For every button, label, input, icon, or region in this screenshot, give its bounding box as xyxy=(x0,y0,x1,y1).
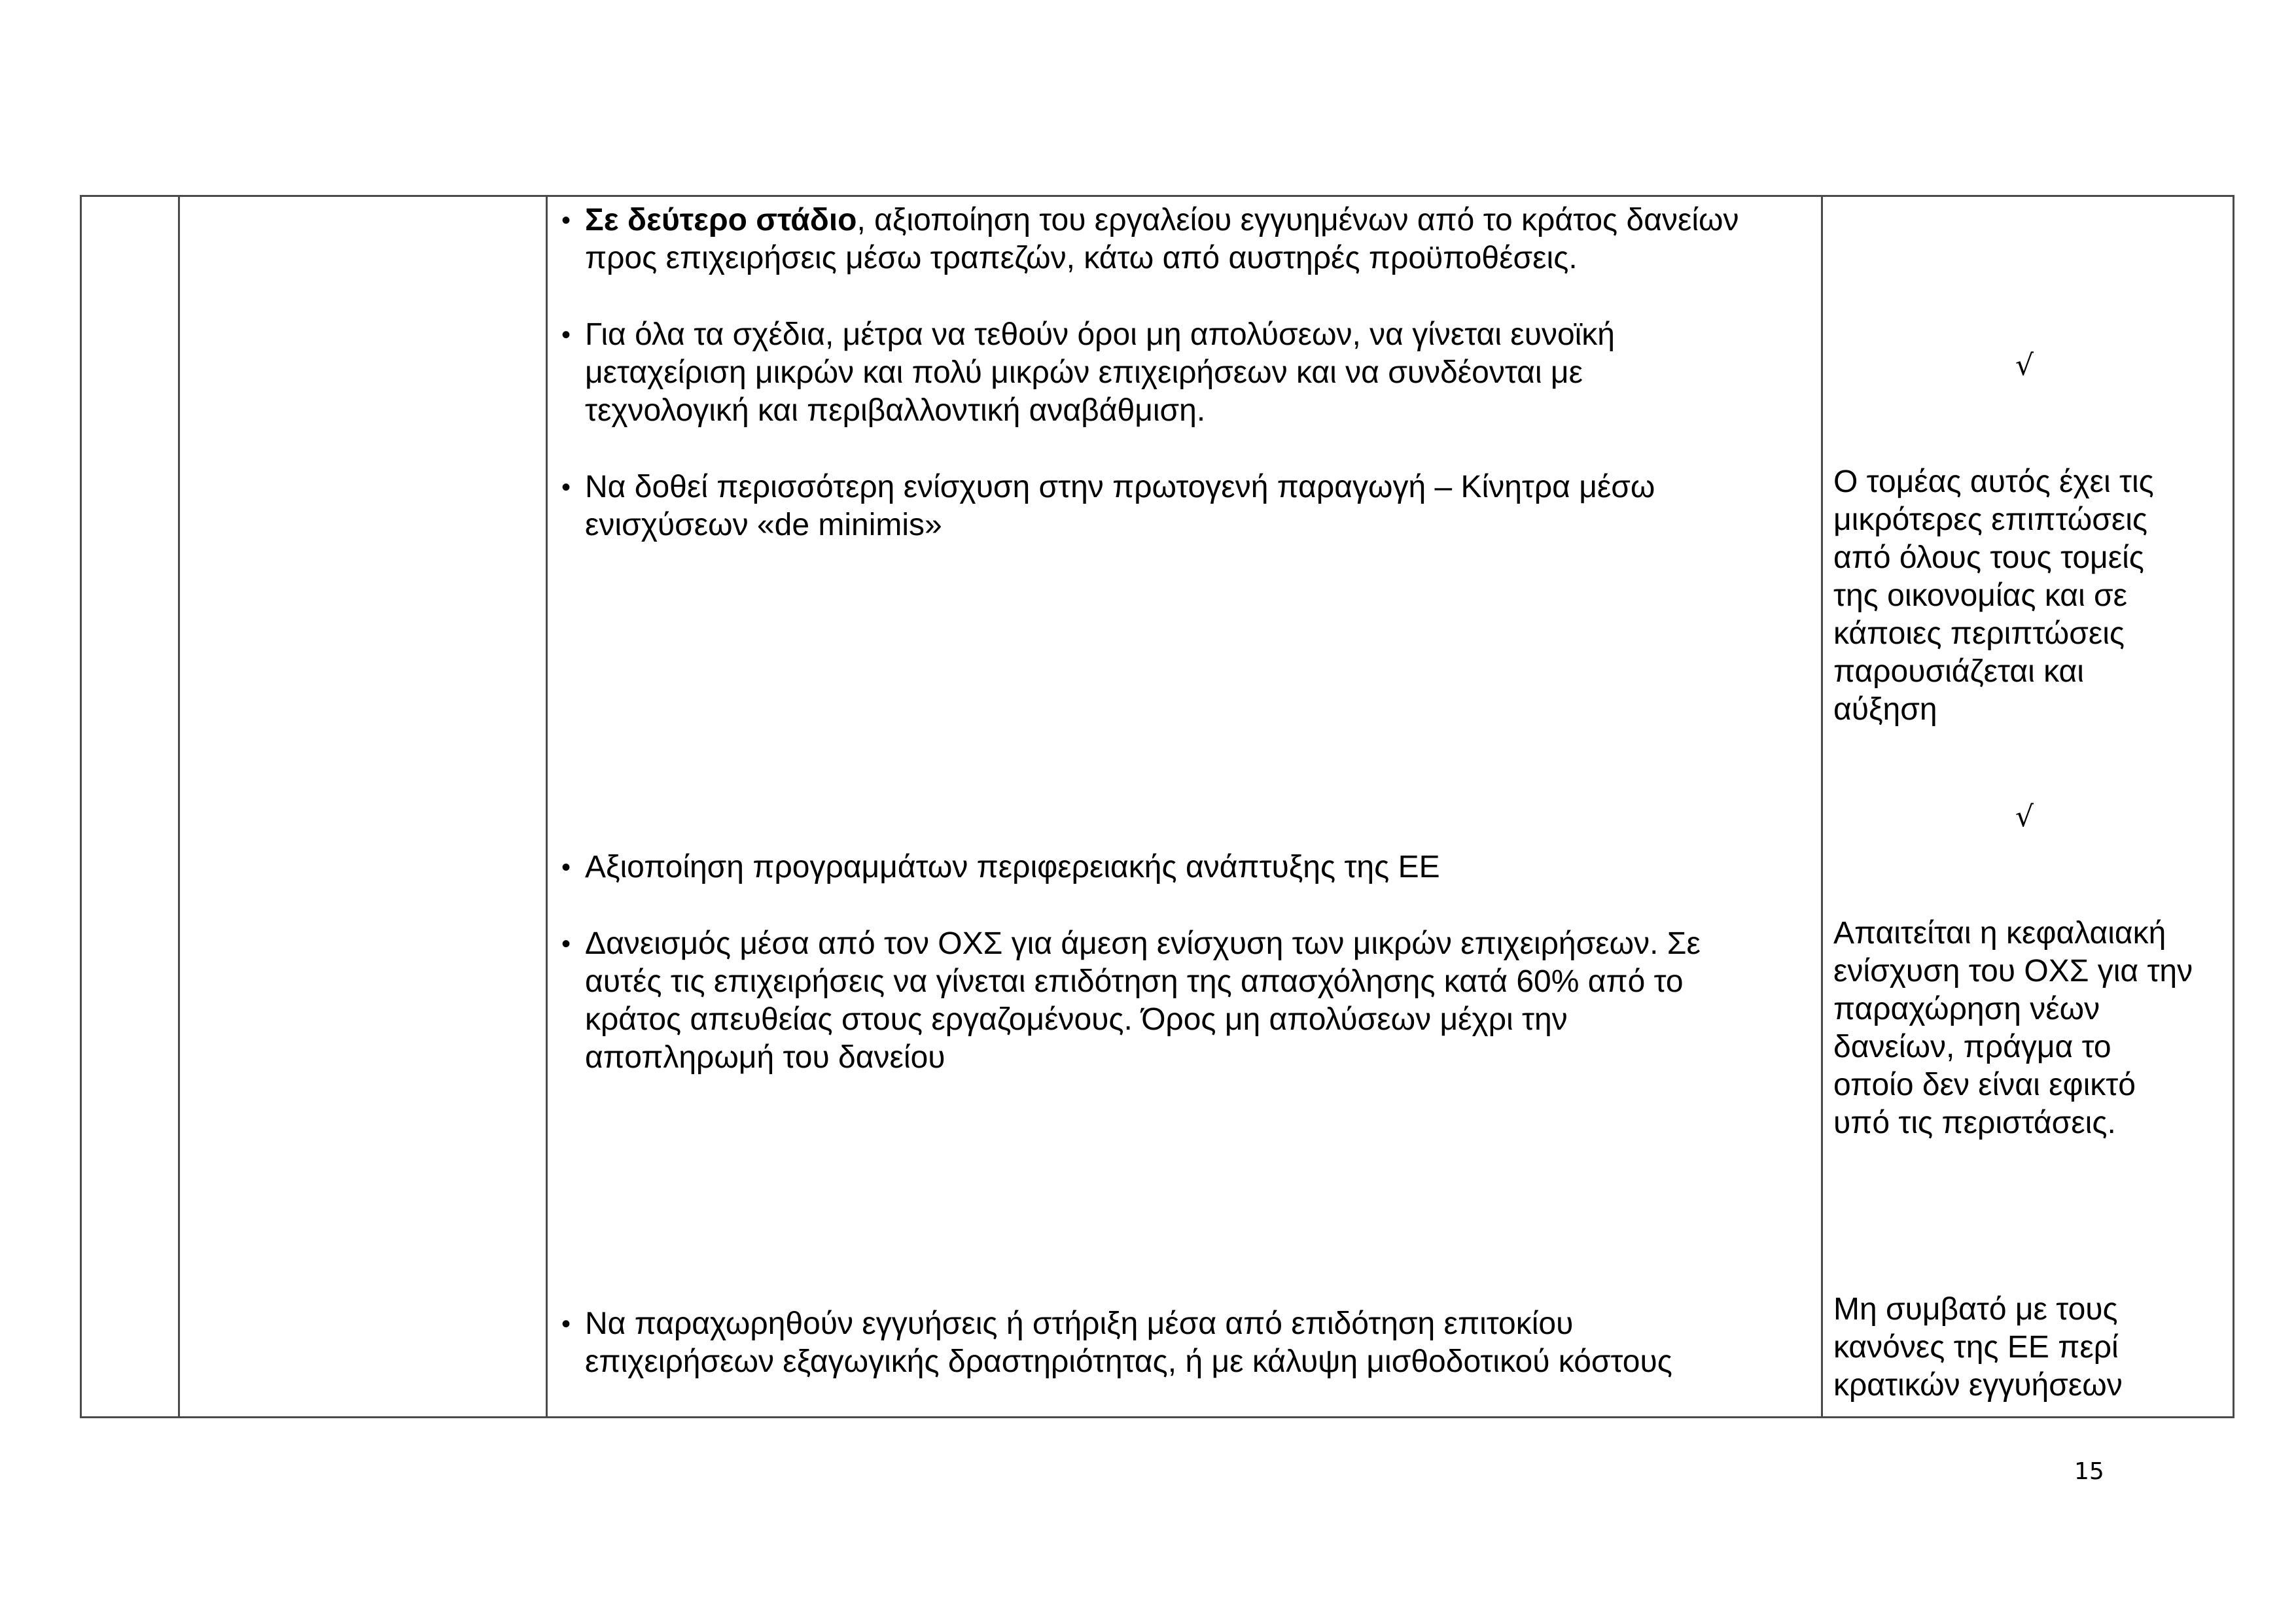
note-line: Μη συμβατό με τους xyxy=(1833,1292,2118,1327)
note-line: μικρότερες επιπτώσεις xyxy=(1833,502,2148,537)
bullet-line: , αξιοποίηση του εργαλείου εγγυημένων από το κράτος δανείων xyxy=(857,203,1739,237)
bullet-text xyxy=(585,468,1655,544)
bullet-line: αυτές τις επιχειρήσεις να γίνεται επιδότηση της απασχόλησης κατά 60% από το xyxy=(585,964,1684,999)
bullet-line: κράτος απευθείας στους εργαζομένους. Όρος μη απολύσεων μέχρι την xyxy=(585,1002,1568,1037)
note-line: κρατικών εγγυήσεων xyxy=(1833,1368,2123,1403)
note-line: από όλους τους τομείς xyxy=(1833,540,2144,575)
bullet-text xyxy=(585,201,1739,277)
column-divider-1 xyxy=(178,197,180,1416)
bullet-line: Να δοθεί περισσότερη ενίσχυση στην πρωτογενή παραγωγή – Κίνητρα μέσω xyxy=(585,470,1655,504)
bullet-text xyxy=(585,316,1615,430)
note-line: κανόνες της ΕΕ περί xyxy=(1833,1330,2119,1365)
note-line: κάποιες περιπτώσεις xyxy=(1833,616,2125,651)
bullet-line: Δανεισμός μέσα από τον ΟΧΣ για άμεση ενίσχυση των μικρών επιχειρήσεων. Σε xyxy=(585,926,1701,961)
note-1 xyxy=(1833,463,2154,729)
bullet-lead-bold: Σε δεύτερο στάδιο xyxy=(585,203,857,237)
bullet-line: προς επιχειρήσεις μέσω τραπεζών, κάτω από αυστηρές προϋποθέσεις. xyxy=(585,241,1578,275)
bullet-text xyxy=(585,1305,1672,1381)
note-line: παραχώρηση νέων xyxy=(1833,992,2100,1026)
bullet-dot-icon: • xyxy=(561,1310,571,1338)
note-line: Απαιτείται η κεφαλαιακή xyxy=(1833,916,2166,951)
note-line: αύξηση xyxy=(1833,692,1937,727)
bullet-line: Να παραχωρηθούν εγγυήσεις ή στήριξη μέσα από επιδότηση επιτοκίου xyxy=(585,1306,1574,1341)
bullet-line: ενισχύσεων «de minimis» xyxy=(585,508,942,542)
note-line: οποίο δεν είναι εφικτό xyxy=(1833,1068,2136,1102)
note-line: υπό τις περιστάσεις. xyxy=(1833,1106,2116,1140)
note-line: δανείων, πράγμα το xyxy=(1833,1030,2111,1064)
bullet-line: αποπληρωμή του δανείου xyxy=(585,1040,945,1075)
note-line: Ο τομέας αυτός έχει τις xyxy=(1833,464,2154,499)
note-2 xyxy=(1833,915,2193,1142)
column-divider-2 xyxy=(546,197,548,1416)
bullet-dot-icon: • xyxy=(561,473,571,502)
bullet-line: Αξιοποίηση προγραμμάτων περιφερειακής ανάπτυξης της ΕΕ xyxy=(585,850,1440,884)
bullet-line: τεχνολογική και περιβαλλοντική αναβάθμιση. xyxy=(585,393,1206,428)
bullet-line: μεταχείριση μικρών και πολύ μικρών επιχειρήσεων και να συνδέονται με xyxy=(585,355,1583,390)
bullet-text xyxy=(585,925,1701,1077)
bullet-dot-icon: • xyxy=(561,853,571,882)
note-line: παρουσιάζεται και xyxy=(1833,654,2084,689)
page-number: 15 xyxy=(2074,1458,2104,1485)
column-divider-3 xyxy=(1821,197,1823,1416)
bullet-line: επιχειρήσεων εξαγωγικής δραστηριότητας, ή με κάλυψη μισθοδοτικού κόστους xyxy=(585,1344,1672,1379)
checkmark-icon: √ xyxy=(2015,349,2034,382)
bullet-dot-icon: • xyxy=(561,321,571,349)
note-line: ενίσχυση του ΟΧΣ για την xyxy=(1833,954,2193,988)
bullet-text xyxy=(585,848,1440,886)
note-3 xyxy=(1833,1291,2123,1405)
bullet-dot-icon: • xyxy=(561,206,571,235)
checkmark-icon: √ xyxy=(2015,800,2034,833)
bullet-line: Για όλα τα σχέδια, μέτρα να τεθούν όροι μη απολύσεων, να γίνεται ευνοϊκή xyxy=(585,317,1615,352)
note-line: της οικονομίας και σε xyxy=(1833,578,2128,613)
bullet-dot-icon: • xyxy=(561,930,571,958)
